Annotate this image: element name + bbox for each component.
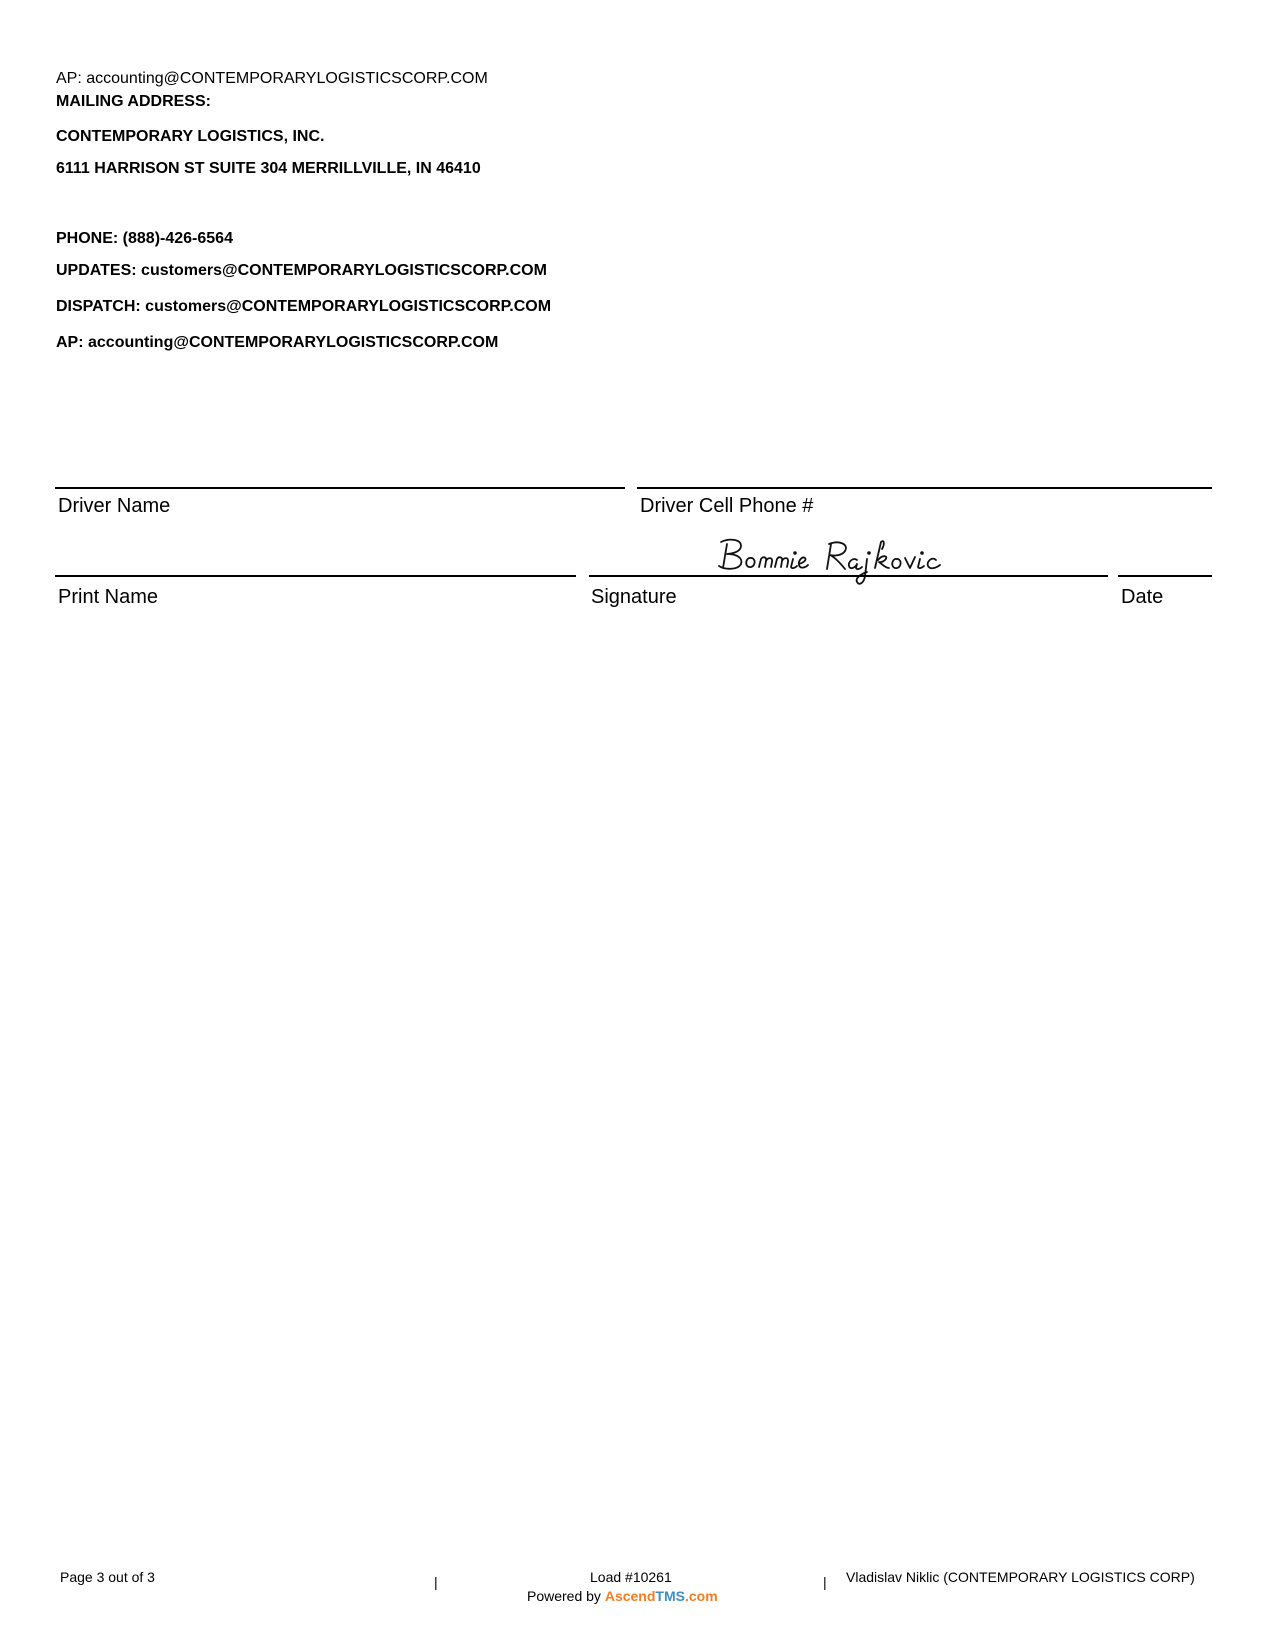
handwritten-signature: [715, 536, 975, 596]
phone-line: PHONE: (888)-426-6564: [56, 230, 233, 247]
driver-cell-phone-label: Driver Cell Phone #: [640, 495, 814, 517]
brand-com: .com: [684, 1588, 718, 1604]
date-label: Date: [1121, 586, 1164, 608]
company-address: 6111 HARRISON ST SUITE 304 MERRILLVILLE, IN 46410: [56, 160, 481, 177]
page-number: Page 3 out of 3: [60, 1569, 155, 1585]
ap-email-top: AP: accounting@CONTEMPORARYLOGISTICSCORP.COM: [56, 70, 488, 87]
updates-email-line: UPDATES: customers@CONTEMPORARYLOGISTICSCORP.COM: [56, 262, 547, 279]
driver-cell-line: [637, 487, 1212, 489]
print-name-label: Print Name: [58, 586, 159, 608]
driver-name-line: [55, 487, 625, 489]
brand-ascend: Ascend: [604, 1588, 656, 1604]
ap-email-line: AP: accounting@CONTEMPORARYLOGISTICSCORP.COM: [56, 334, 499, 351]
mailing-address-heading: MAILING ADDRESS:: [56, 93, 211, 110]
footer-user: Vladislav Niklic (CONTEMPORARY LOGISTICS CORP): [846, 1569, 1195, 1585]
footer-separator-left: |: [434, 1574, 438, 1590]
signature-line: [589, 575, 1108, 577]
powered-by: [527, 1589, 718, 1603]
company-name: CONTEMPORARY LOGISTICS, INC.: [56, 128, 325, 145]
footer-separator-right: |: [823, 1574, 827, 1590]
signature-label: Signature: [591, 586, 677, 608]
brand-tms: TMS: [655, 1588, 685, 1604]
load-number: Load #10261: [590, 1569, 672, 1585]
powered-by-label: Powered by: [527, 1588, 601, 1604]
dispatch-email-line: DISPATCH: customers@CONTEMPORARYLOGISTICSCORP.COM: [56, 298, 552, 315]
driver-name-label: Driver Name: [58, 495, 171, 517]
print-name-line: [55, 575, 576, 577]
date-line: [1118, 575, 1212, 577]
